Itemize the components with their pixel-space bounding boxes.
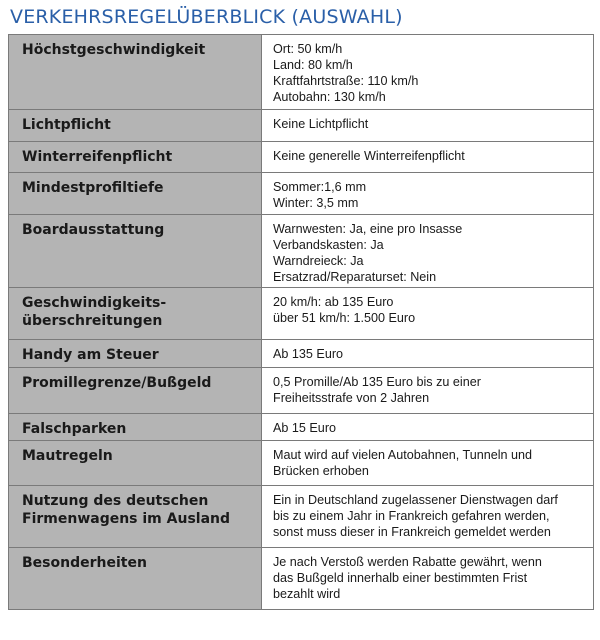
row-value: Ort: 50 km/h Land: 80 km/h Kraftfahrtstraße: 110 km/h Autobahn: 130 km/h [262, 35, 593, 109]
row-value: 20 km/h: ab 135 Euro über 51 km/h: 1.500 Euro [262, 288, 593, 339]
row-label: Mindestprofiltiefe [9, 173, 262, 214]
row-value: Je nach Verstoß werden Rabatte gewährt, wenn das Bußgeld innerhalb einer bestimmten Frist bezahlt wird [262, 548, 593, 609]
traffic-rules-table [8, 34, 594, 610]
row-value: Maut wird auf vielen Autobahnen, Tunneln und Brücken erhoben [262, 441, 593, 485]
table-row [9, 340, 593, 368]
table-row [9, 288, 593, 340]
table-row [9, 414, 593, 441]
table-row [9, 215, 593, 288]
row-label: Falschparken [9, 414, 262, 440]
row-label: Handy am Steuer [9, 340, 262, 367]
row-label: Boardausstattung [9, 215, 262, 287]
table-row [9, 35, 593, 110]
table-row [9, 486, 593, 548]
table-row [9, 173, 593, 215]
row-value: Sommer:1,6 mm Winter: 3,5 mm [262, 173, 593, 214]
row-value: Ein in Deutschland zugelassener Dienstwagen darf bis zu einem Jahr in Frankreich gefahren werden, sonst muss dieser in Frankreich gemeldet werden [262, 486, 593, 547]
row-label: Winterreifenpflicht [9, 142, 262, 172]
row-label: Nutzung des deutschen Firmenwagens im Ausland [9, 486, 262, 547]
row-value: Ab 135 Euro [262, 340, 593, 367]
row-label: Mautregeln [9, 441, 262, 485]
row-label: Geschwindigkeits- überschreitungen [9, 288, 262, 339]
row-value: Keine generelle Winterreifenpflicht [262, 142, 593, 172]
row-label: Besonderheiten [9, 548, 262, 609]
table-row [9, 368, 593, 414]
table-title: VERKEHRSREGELÜBERBLICK (AUSWAHL) [10, 6, 403, 28]
row-label: Höchstgeschwindigkeit [9, 35, 262, 109]
row-value: 0,5 Promille/Ab 135 Euro bis zu einer Freiheitsstrafe von 2 Jahren [262, 368, 593, 413]
row-value: Warnwesten: Ja, eine pro Insasse Verbandskasten: Ja Warndreieck: Ja Ersatzrad/Reparaturset: Nein [262, 215, 593, 287]
row-value: Ab 15 Euro [262, 414, 593, 440]
table-row [9, 548, 593, 610]
table-row [9, 110, 593, 142]
row-label: Promillegrenze/Bußgeld [9, 368, 262, 413]
table-row [9, 142, 593, 173]
table-row [9, 441, 593, 486]
row-value: Keine Lichtpflicht [262, 110, 593, 141]
row-label: Lichtpflicht [9, 110, 262, 141]
